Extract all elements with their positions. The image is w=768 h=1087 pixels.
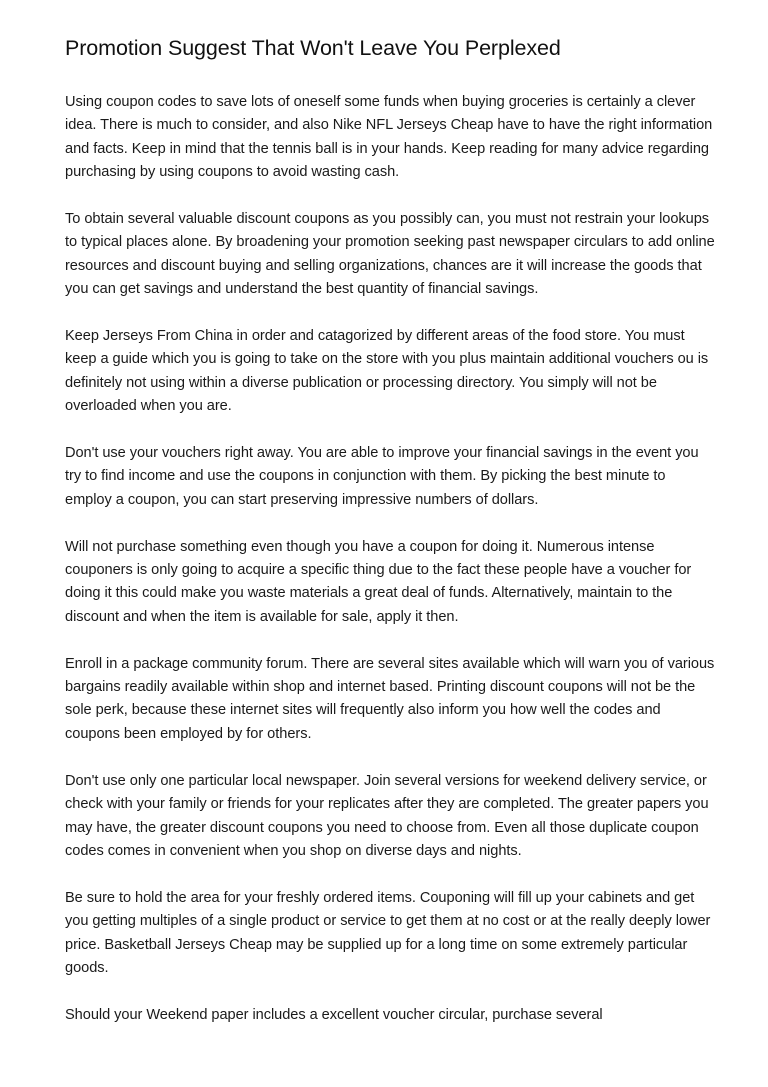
- paragraph: Using coupon codes to save lots of oneself some funds when buying groceries is certainly a clever idea. There is much to consider, and also Nike NFL Jerseys Cheap have to have the right information and facts. Keep in mind that the tennis ball is in your hands. Keep reading for many advice regarding purchasing by using coupons to avoid wasting cash.: [65, 94, 713, 181]
- paragraph: Don't use your vouchers right away. You are able to improve your financial savings in the event you try to find income and use the coupons in conjunction with them. By picking the best minute to employ a coupon, you can start preserving impressive numbers of dollars.: [65, 445, 699, 508]
- document-title: Promotion Suggest That Won't Leave You Perplexed: [65, 36, 561, 60]
- paragraph: Be sure to hold the area for your freshly ordered items. Couponing will fill up your cabinets and get you getting multiples of a single product or service to get them at no cost or at the really deeply lower price. Basketball Jerseys Cheap may be supplied up for a long time on some extremely particular goods.: [65, 889, 711, 976]
- paragraph: Should your Weekend paper includes a excellent voucher circular, purchase several: [65, 1006, 603, 1023]
- paragraph: Don't use only one particular local newspaper. Join several versions for weekend delivery service, or check with your family or friends for your replicates after they are completed. The greater papers you may have, the greater discount coupons you need to choose from. Even all those duplicate coupon codes comes in convenient when you shop on diverse days and nights.: [65, 772, 709, 859]
- paragraph: Keep Jerseys From China in order and catagorized by different areas of the food store. You must keep a guide which you is going to take on the store with you plus maintain additional vouchers ou is definitely not using within a diverse publication or processing directory. You simply will not be overloaded when you are.: [65, 328, 709, 415]
- document-page: [65, 34, 715, 1051]
- paragraph: Will not purchase something even though you have a coupon for doing it. Numerous intense couponers is only going to acquire a specific thing due to the fact these people have a voucher for doing it this could make you waste materials a great deal of funds. Alternatively, maintain to the discount and when the item is available for sale, apply it then.: [65, 538, 692, 625]
- paragraph: To obtain several valuable discount coupons as you possibly can, you must not restrain your lookups to typical places alone. By broadening your promotion seeking past newspaper circulars to add online resources and discount buying and selling organizations, chances are it will increase the goods that you can get savings and understand the best quantity of financial savings.: [65, 211, 715, 298]
- paragraph: Enroll in a package community forum. There are several sites available which will warn you of various bargains readily available within shop and internet based. Printing discount coupons will not be the sole perk, because these internet sites will frequently also inform you how well the codes and coupons been employed by for others.: [65, 655, 715, 742]
